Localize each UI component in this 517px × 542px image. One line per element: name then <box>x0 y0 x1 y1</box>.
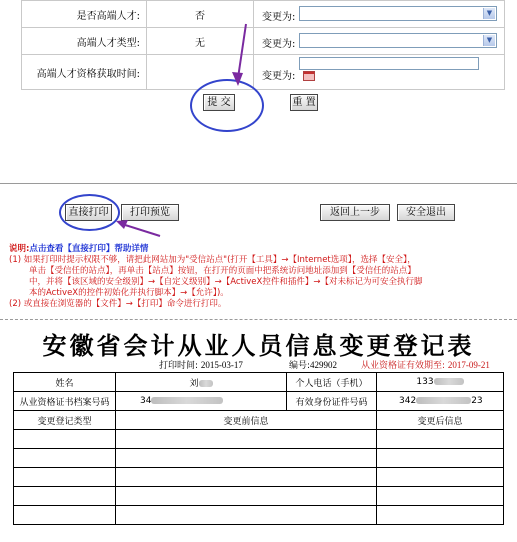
field-label: 是否高端人才: <box>22 1 147 28</box>
col-after: 变更后信息 <box>377 411 504 430</box>
change-form <box>21 0 505 92</box>
chevron-down-icon[interactable]: ▼ <box>483 8 495 19</box>
phone-value: 133 <box>377 373 504 392</box>
doc-number-value: 429902 <box>310 360 338 370</box>
id-value: 342 23 <box>377 392 504 411</box>
field-label: 高端人才类型: <box>22 28 147 55</box>
table-row <box>14 449 504 468</box>
print-instructions <box>9 244 514 310</box>
table-row <box>14 373 504 392</box>
change-label: 变更为: <box>262 39 296 50</box>
reset-button[interactable]: 重 置 <box>290 94 318 111</box>
cert-no-value: 34 <box>116 392 287 411</box>
validity-label: 从业资格证有效期至: <box>361 361 446 371</box>
table-header-row <box>14 411 504 430</box>
calendar-icon[interactable] <box>303 71 315 81</box>
annotation-arrow-icon <box>114 216 162 240</box>
form-row-talent-date <box>22 55 505 90</box>
redaction <box>434 378 464 385</box>
form-row-talent-type <box>22 28 505 55</box>
doc-number-label: 编号: <box>289 361 311 371</box>
is-talent-select[interactable] <box>299 6 497 21</box>
redaction <box>151 397 223 404</box>
form-row-is-talent <box>22 1 505 28</box>
field-value: 否 <box>147 1 254 28</box>
print-time-label: 打印时间: <box>159 361 199 371</box>
logout-button[interactable]: 安全退出 <box>397 204 455 221</box>
note-line: (2) 或直接在浏览器的【文件】→【打印】命令进行打印。 <box>9 299 227 309</box>
validity-value: 2017-09-21 <box>447 360 490 370</box>
change-cell <box>254 28 505 55</box>
redaction <box>416 397 471 404</box>
divider <box>0 319 517 320</box>
table-row <box>14 506 504 525</box>
document-title: 安徽省会计从业人员信息变更登记表 <box>42 331 475 360</box>
notes-title: 说明: <box>9 244 30 254</box>
change-cell <box>254 1 505 28</box>
table-row <box>14 430 504 449</box>
name-value: 刘 <box>116 373 287 392</box>
doc-number <box>289 358 337 371</box>
table-row <box>14 392 504 411</box>
cert-no-label: 从业资格证书档案号码 <box>14 392 116 411</box>
notes-heading <box>9 244 514 255</box>
divider <box>0 183 517 184</box>
note-line: (1) 如果打印时提示权限不够，请把此网站加为"受信站点"(打开【工具】→【Internet选项】，选择【安全】， <box>9 255 416 265</box>
id-label: 有效身份证件号码 <box>287 392 377 411</box>
name-label: 姓名 <box>14 373 116 392</box>
note-line: 中，并将【该区域的安全级别】→【自定义级别】→【ActiveX控件和插件】→【对未标记为可安全执行脚 <box>29 277 423 287</box>
change-label: 变更为: <box>262 12 296 23</box>
change-cell <box>254 55 505 90</box>
redaction <box>199 380 213 387</box>
table-row <box>14 487 504 506</box>
col-before: 变更前信息 <box>116 411 377 430</box>
field-value: 无 <box>147 28 254 55</box>
chevron-down-icon[interactable]: ▼ <box>483 35 495 46</box>
highlight-ellipse <box>59 194 120 231</box>
print-time-value: 2015-03-17 <box>200 360 243 370</box>
annotation-arrow-icon <box>226 22 256 88</box>
talent-date-input[interactable] <box>299 57 479 70</box>
col-change-type: 变更登记类型 <box>14 411 116 430</box>
field-label: 高端人才资格获取时间: <box>22 55 147 90</box>
submit-button[interactable]: 提 交 <box>203 94 235 111</box>
phone-label: 个人电话（手机） <box>287 373 377 392</box>
info-table <box>13 372 504 525</box>
print-time <box>159 358 243 371</box>
change-label: 变更为: <box>262 71 296 82</box>
talent-type-select[interactable] <box>299 33 497 48</box>
print-help-link[interactable]: 点击查看【直接打印】帮助详情 <box>29 244 149 254</box>
print-preview-button[interactable]: 打印预览 <box>121 204 179 221</box>
table-row <box>14 468 504 487</box>
back-button[interactable]: 返回上一步 <box>320 204 390 221</box>
note-line: 单击【受信任的站点】，再单击【站点】按钮，在打开的页面中把系统访问地址添加到【受信任的站点】 <box>29 266 416 276</box>
direct-print-button[interactable]: 直接打印 <box>65 204 112 221</box>
validity <box>361 358 490 371</box>
note-line: 本的ActiveX的控件初始化并执行脚本】→【允许】)。 <box>29 288 229 298</box>
